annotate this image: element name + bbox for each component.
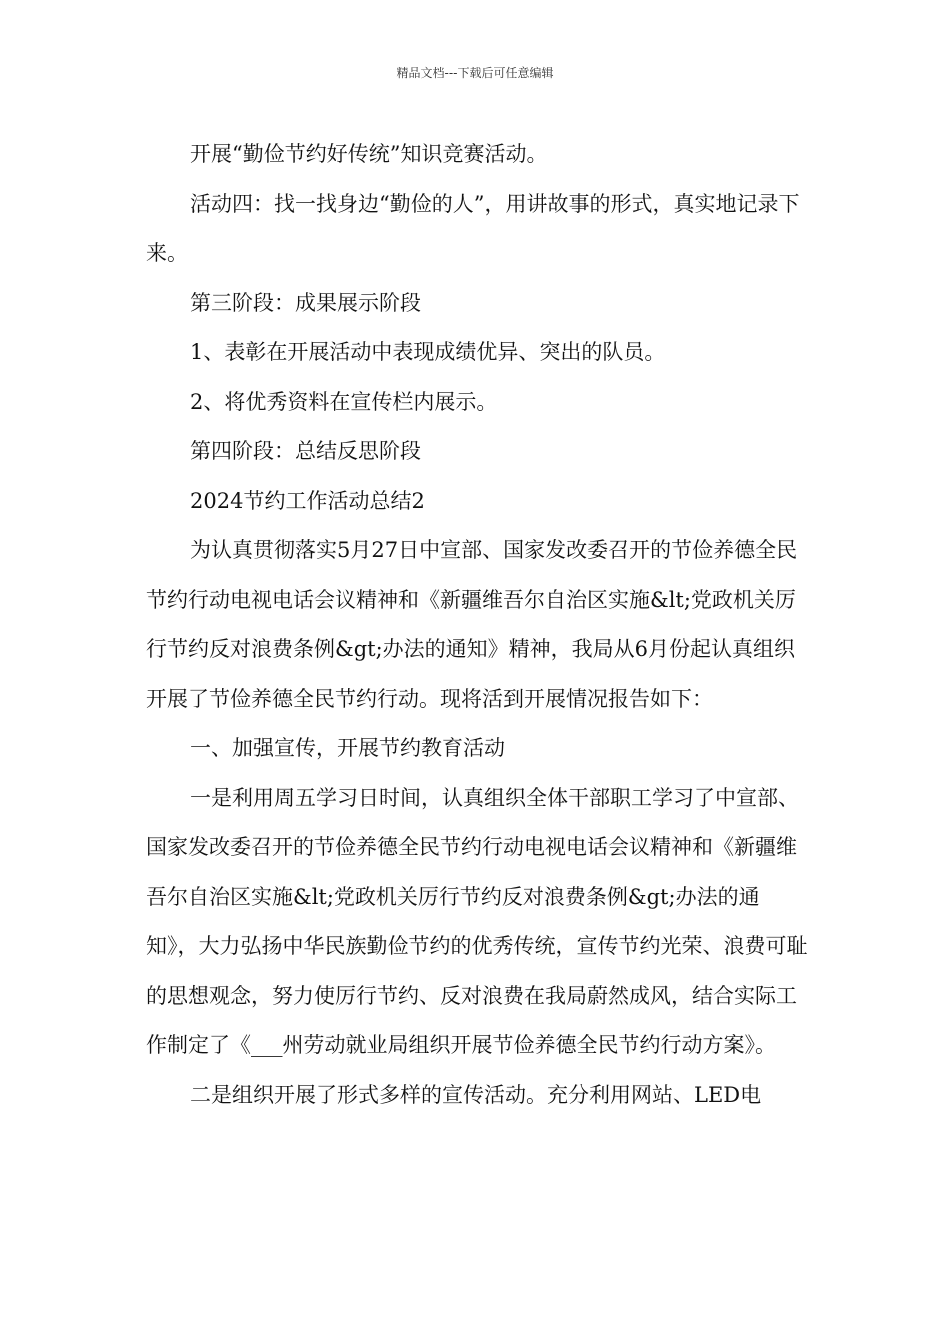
document-title: 2024节约工作活动总结2 — [190, 488, 425, 513]
list-item: 2、将优秀资料在宣传栏内展示。 — [190, 389, 498, 414]
paragraph: 二是组织开展了形式多样的宣传活动。充分利用网站、LED电 — [190, 1082, 762, 1107]
document-body — [146, 130, 811, 1120]
section-heading: 一、加强宣传，开展节约教育活动 — [190, 736, 505, 760]
paragraph: 开展“勤俭节约好传统”知识竞赛活动。 — [190, 142, 548, 166]
page-header: 精品文档---下载后可任意编辑 — [396, 66, 554, 80]
list-item: 1、表彰在开展活动中表现成绩优异、突出的队员。 — [190, 340, 666, 364]
paragraph: 一是利用周五学习日时间，认真组织全体干部职工学习了中宣部、国家发改委召开的节俭养德全民节约行动电视电话会议精神和《新疆维吾尔自治区实施&lt;党政机关厉行节约反对浪费条例&gt;办法的通知》，大力弘扬中华民族勤俭节约的优秀传统，宣传节约光荣、浪费可耻的思想观念，努力使厉行节约、反对浪费在我局蔚然成风，结合实际工作制定了《___州劳动就业局组织开展节俭养德全民节约行动方案》。 — [146, 785, 808, 1057]
section-heading: 第三阶段：成果展示阶段 — [190, 290, 421, 315]
paragraph: 活动四：找一找身边“勤俭的人”，用讲故事的形式，真实地记录下来。 — [146, 191, 800, 265]
section-heading: 第四阶段：总结反思阶段 — [190, 439, 421, 463]
paragraph: 为认真贯彻落实5月27日中宣部、国家发改委召开的节俭养德全民节约行动电视电话会议精神和《新疆维吾尔自治区实施&lt;党政机关厉行节约反对浪费条例&gt;办法的通知》精神，我局从6月份起认真组织开展了节俭养德全民节约行动。现将活到开展情况报告如下： — [146, 538, 798, 711]
